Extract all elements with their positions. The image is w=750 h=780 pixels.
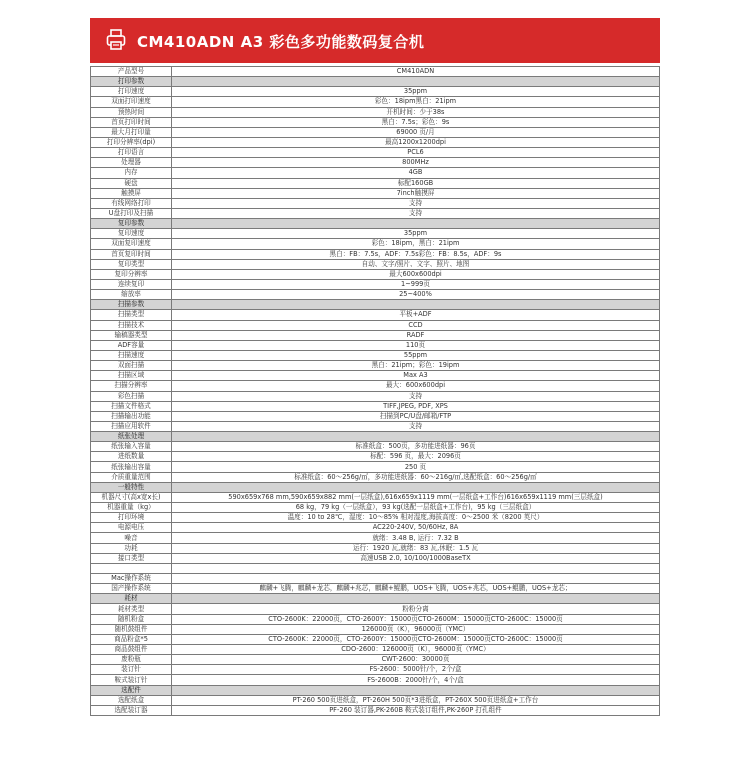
spec-row — [91, 492, 660, 502]
spec-label: 机器重量（kg） — [91, 503, 172, 513]
section-fill — [172, 432, 660, 442]
spec-label: 内存 — [91, 168, 172, 178]
spec-value: 35ppm — [172, 87, 660, 97]
spec-value: 69000 页/月 — [172, 127, 660, 137]
spec-row — [91, 330, 660, 340]
spec-row — [91, 604, 660, 614]
spec-value: 高速USB 2.0, 10/100/1000BaseTX — [172, 553, 660, 563]
spec-row — [91, 178, 660, 188]
spec-value: 1~999页 — [172, 279, 660, 289]
spec-label: 扫描技术 — [91, 320, 172, 330]
spec-label: 接口类型 — [91, 553, 172, 563]
spec-label: 机器尺寸(高x宽x长) — [91, 492, 172, 502]
section-fill — [172, 482, 660, 492]
spec-value: 支持 — [172, 198, 660, 208]
spec-label: 连续复印 — [91, 279, 172, 289]
spec-value: 支持 — [172, 391, 660, 401]
spec-row — [91, 584, 660, 594]
section-fill — [172, 685, 660, 695]
spec-value: CWT-2600：30000页 — [172, 655, 660, 665]
section-header-row — [91, 219, 660, 229]
spec-row — [91, 624, 660, 634]
spec-label: 打印环境 — [91, 513, 172, 523]
spec-label: 扫描输出功能 — [91, 411, 172, 421]
section-fill — [172, 594, 660, 604]
spec-row — [91, 67, 660, 77]
spec-row — [91, 675, 660, 685]
spec-row — [91, 533, 660, 543]
section-label: 复印参数 — [91, 219, 172, 229]
section-fill — [172, 219, 660, 229]
spec-value: 55ppm — [172, 350, 660, 360]
spec-label: 鞍式装订针 — [91, 675, 172, 685]
spec-value: PF-260 装订器,PK-260B 鞍式装订组件,PK-260P 打孔组件 — [172, 705, 660, 715]
section-header-row — [91, 77, 660, 87]
spec-label: 有线网络打印 — [91, 198, 172, 208]
section-header-row — [91, 300, 660, 310]
spec-label: 打印速度 — [91, 87, 172, 97]
spec-value: TIFF,JPEG, PDF, XPS — [172, 401, 660, 411]
spec-row — [91, 137, 660, 147]
spec-value: CDO-2600：126000页（K），96000页（YMC） — [172, 645, 660, 655]
spec-label: 废粉瓶 — [91, 655, 172, 665]
printer-icon — [106, 29, 126, 55]
spec-value: 粉粉分离 — [172, 604, 660, 614]
spec-row — [91, 543, 660, 553]
spec-row — [91, 117, 660, 127]
spec-label: 输稿器类型 — [91, 330, 172, 340]
spec-value: CM410ADN — [172, 67, 660, 77]
spec-row — [91, 269, 660, 279]
spec-row — [91, 665, 660, 675]
spec-label: 扫描速度 — [91, 350, 172, 360]
spec-label: 触摸屏 — [91, 188, 172, 198]
spec-value: 最大600x600dpi — [172, 269, 660, 279]
spec-row — [91, 97, 660, 107]
spec-row — [91, 259, 660, 269]
spec-label: 随机鼓组件 — [91, 624, 172, 634]
section-label: 一般特性 — [91, 482, 172, 492]
spec-label: 处理器 — [91, 158, 172, 168]
spec-value: CCD — [172, 320, 660, 330]
spec-label: 双面扫描 — [91, 361, 172, 371]
spec-value — [172, 574, 660, 584]
spec-value: 标准纸盒：60～256g/㎡，多功能进纸器：60～216g/㎡,选配纸盒：60～256g/㎡ — [172, 472, 660, 482]
section-header-row — [91, 482, 660, 492]
spec-label: 选配装订器 — [91, 705, 172, 715]
spec-row — [91, 411, 660, 421]
spec-label: 缩放率 — [91, 290, 172, 300]
spec-value: 彩色：18ipm黑白：21ipm — [172, 97, 660, 107]
section-fill — [172, 77, 660, 87]
spec-label: 打印语言 — [91, 148, 172, 158]
spec-label: 电源电压 — [91, 523, 172, 533]
spec-value: 运行：1920 瓦,就绪：83 瓦,休眠：1.5 瓦 — [172, 543, 660, 553]
spec-value: 黑白：7.5s；彩色：9s — [172, 117, 660, 127]
spec-label: 复印分辨率 — [91, 269, 172, 279]
spec-value: 7inch触摸屏 — [172, 188, 660, 198]
spec-value: 麒麟+飞腾，麒麟+龙芯，麒麟+兆芯，麒麟+鲲鹏，UOS+飞腾，UOS+兆芯，UOS+鲲鹏，UOS+龙芯； — [172, 584, 660, 594]
spec-value: 支持 — [172, 421, 660, 431]
spec-label: 扫描类型 — [91, 310, 172, 320]
spec-value: 彩色：18ipm，黑白：21ipm — [172, 239, 660, 249]
spec-value: 黑白：21ipm；彩色：19ipm — [172, 361, 660, 371]
spec-label: 双面复印速度 — [91, 239, 172, 249]
spec-label: 进纸数量 — [91, 452, 172, 462]
spec-label: 扫描区域 — [91, 371, 172, 381]
spec-row — [91, 452, 660, 462]
spec-label: 介质重量范围 — [91, 472, 172, 482]
spec-value: 800MHz — [172, 158, 660, 168]
spec-row — [91, 705, 660, 715]
spec-label: U盘打印及扫描 — [91, 208, 172, 218]
spec-row — [91, 574, 660, 584]
spec-row — [91, 523, 660, 533]
spec-label: 硬盘 — [91, 178, 172, 188]
spec-label: 复印速度 — [91, 229, 172, 239]
section-label: 选配件 — [91, 685, 172, 695]
spec-label: 装订针 — [91, 665, 172, 675]
spec-row — [91, 127, 660, 137]
section-label: 纸张处理 — [91, 432, 172, 442]
spec-label: 商品粉盒*5 — [91, 634, 172, 644]
spec-value: 标配：596 页，最大：2096页 — [172, 452, 660, 462]
spec-row — [91, 249, 660, 259]
blank-row — [91, 563, 660, 573]
spec-label: 国产操作系统 — [91, 584, 172, 594]
spec-value: 标准纸盒：500页，多功能进纸器：96页 — [172, 442, 660, 452]
spec-label: 复印类型 — [91, 259, 172, 269]
spec-value: 最高1200x1200dpi — [172, 137, 660, 147]
spec-value: Max A3 — [172, 371, 660, 381]
spec-label: Mac操作系统 — [91, 574, 172, 584]
spec-row — [91, 168, 660, 178]
blank-cell — [172, 563, 660, 573]
spec-label: 纸张输入容量 — [91, 442, 172, 452]
spec-label: 随机粉盒 — [91, 614, 172, 624]
spec-row — [91, 310, 660, 320]
spec-row — [91, 614, 660, 624]
spec-value: 温度：10 to 28℃，湿度：10～85% 相对湿度,海拔高度：0～2500 米（8200 英尺） — [172, 513, 660, 523]
spec-row — [91, 198, 660, 208]
spec-value: 标配160GB — [172, 178, 660, 188]
spec-value: FS-2600B：2000针/个，4个/盒 — [172, 675, 660, 685]
spec-row — [91, 645, 660, 655]
spec-value: 590x659x768 mm,590x659x882 mm(一层纸盒),616x659x1119 mm(一层纸盒+工作台)616x659x1119 mm(三层纸盒) — [172, 492, 660, 502]
spec-row — [91, 472, 660, 482]
spec-row — [91, 695, 660, 705]
spec-label: 扫描文件格式 — [91, 401, 172, 411]
spec-row — [91, 340, 660, 350]
spec-row — [91, 553, 660, 563]
spec-row — [91, 381, 660, 391]
spec-row — [91, 371, 660, 381]
spec-row — [91, 350, 660, 360]
spec-value: 平板+ADF — [172, 310, 660, 320]
spec-value: 就绪：3.48 B, 运行：7.32 B — [172, 533, 660, 543]
section-label: 耗材 — [91, 594, 172, 604]
spec-label: 商品鼓组件 — [91, 645, 172, 655]
spec-value: AC220-240V, 50/60Hz, 8A — [172, 523, 660, 533]
title-banner — [90, 18, 660, 63]
section-header-row — [91, 432, 660, 442]
spec-value: PT-260 500页进纸盒，PT-260H 500页*3进纸盒，PT-260X 500页进纸盒+工作台 — [172, 695, 660, 705]
spec-row — [91, 634, 660, 644]
spec-value: 自动、文字/照片、文字、照片、地图 — [172, 259, 660, 269]
spec-value: 35ppm — [172, 229, 660, 239]
spec-value: RADF — [172, 330, 660, 340]
spec-value: 25~400% — [172, 290, 660, 300]
section-label: 扫描参数 — [91, 300, 172, 310]
spec-label: ADF容量 — [91, 340, 172, 350]
spec-table — [90, 66, 660, 716]
spec-label: 首页复印时间 — [91, 249, 172, 259]
spec-row — [91, 188, 660, 198]
spec-label: 扫描分辨率 — [91, 381, 172, 391]
spec-label: 耗材类型 — [91, 604, 172, 614]
spec-row — [91, 290, 660, 300]
spec-row — [91, 87, 660, 97]
spec-label: 打印分辨率(dpi) — [91, 137, 172, 147]
spec-value: 支持 — [172, 208, 660, 218]
spec-value: 4GB — [172, 168, 660, 178]
spec-value: 黑白：FB：7.5s，ADF：7.5s彩色：FB：8.5s，ADF：9s — [172, 249, 660, 259]
spec-row — [91, 229, 660, 239]
spec-label: 双面打印速度 — [91, 97, 172, 107]
spec-row — [91, 158, 660, 168]
spec-row — [91, 391, 660, 401]
spec-value: 开机时间：少于38s — [172, 107, 660, 117]
spec-label: 首页打印时间 — [91, 117, 172, 127]
spec-value: CTO-2600K：22000页，CTO-2600Y：15000页CTO-2600M：15000页CTO-2600C：15000页 — [172, 634, 660, 644]
spec-row — [91, 320, 660, 330]
spec-label: 彩色扫描 — [91, 391, 172, 401]
section-label: 打印参数 — [91, 77, 172, 87]
spec-row — [91, 279, 660, 289]
spec-row — [91, 401, 660, 411]
spec-row — [91, 513, 660, 523]
spec-row — [91, 421, 660, 431]
spec-value: 110页 — [172, 340, 660, 350]
spec-row — [91, 442, 660, 452]
spec-value: 126000页（K），96000页（YMC） — [172, 624, 660, 634]
section-fill — [172, 300, 660, 310]
spec-row — [91, 655, 660, 665]
spec-value: 扫描到PC/U盘/邮箱/FTP — [172, 411, 660, 421]
spec-value: FS-2600：5000针/个，2个/盒 — [172, 665, 660, 675]
spec-label: 纸张输出容量 — [91, 462, 172, 472]
page-title: CM410ADN A3 彩色多功能数码复合机 — [137, 33, 425, 51]
section-header-row — [91, 594, 660, 604]
spec-label: 功耗 — [91, 543, 172, 553]
spec-row — [91, 462, 660, 472]
spec-row — [91, 148, 660, 158]
spec-row — [91, 503, 660, 513]
spec-value: PCL6 — [172, 148, 660, 158]
spec-value: 最大：600x600dpi — [172, 381, 660, 391]
spec-label: 选配纸盒 — [91, 695, 172, 705]
spec-value: 250 页 — [172, 462, 660, 472]
spec-value: 68 kg，79 kg（一层纸盒），93 kg(选配一层纸盒+工作台)，95 kg（三层纸盒） — [172, 503, 660, 513]
section-header-row — [91, 685, 660, 695]
spec-row — [91, 239, 660, 249]
spec-label: 最大月打印量 — [91, 127, 172, 137]
spec-label: 扫描应用软件 — [91, 421, 172, 431]
spec-label: 噪音 — [91, 533, 172, 543]
spec-label: 产品型号 — [91, 67, 172, 77]
spec-value: CTO-2600K：22000页，CTO-2600Y：15000页CTO-2600M：15000页CTO-2600C：15000页 — [172, 614, 660, 624]
blank-cell — [91, 563, 172, 573]
spec-row — [91, 361, 660, 371]
spec-row — [91, 107, 660, 117]
spec-label: 预热时间 — [91, 107, 172, 117]
spec-row — [91, 208, 660, 218]
